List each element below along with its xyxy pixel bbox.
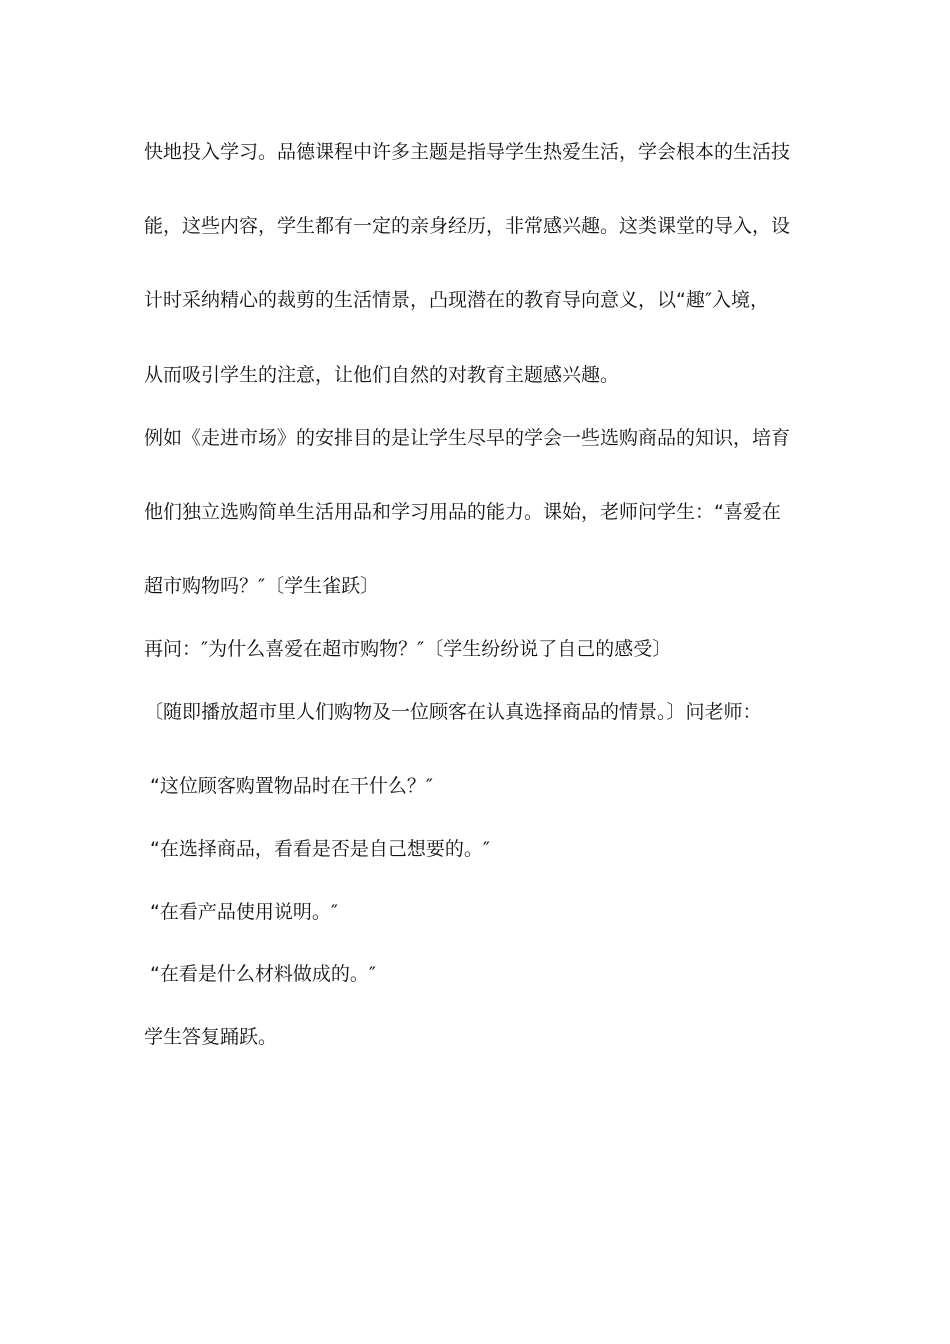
dialogue-line: “这位顾客购置物品时在干什么？″: [150, 775, 433, 797]
paragraph-line: 他们独立选购简单生活用品和学习用品的能力。课始，老师问学生：“喜爱在: [144, 501, 781, 523]
paragraph-line: 〔随即播放超市里人们购物及一位顾客在认真选择商品的情景。〕问老师：: [144, 701, 762, 723]
paragraph-line: 从而吸引学生的注意，让他们自然的对教育主题感兴趣。: [144, 364, 620, 386]
paragraph-line: 再问：″为什么喜爱在超市购物？″〔学生纷纷说了自己的感受〕: [144, 638, 672, 660]
dialogue-line: “在选择商品，看看是否是自己想要的。″: [150, 838, 490, 860]
paragraph-line: 快地投入学习。品德课程中许多主题是指导学生热爱生活，学会根本的生活技: [144, 141, 791, 163]
dialogue-line: “在看是什么材料做成的。″: [150, 963, 376, 985]
paragraph-line: 例如《走进市场》的安排目的是让学生尽早的学会一些选购商品的知识，培育: [144, 427, 791, 449]
paragraph-line: 超市购物吗？″〔学生雀跃〕: [144, 575, 380, 597]
paragraph-line: 计时采纳精心的裁剪的生活情景，凸现潜在的教育导向意义，以“趣″入境，: [144, 289, 769, 311]
paragraph-line: 能，这些内容，学生都有一定的亲身经历，非常感兴趣。这类课堂的导入，设: [144, 215, 791, 237]
dialogue-line: “在看产品使用说明。″: [150, 901, 338, 923]
paragraph-line: 学生答复踊跃。: [144, 1026, 278, 1048]
